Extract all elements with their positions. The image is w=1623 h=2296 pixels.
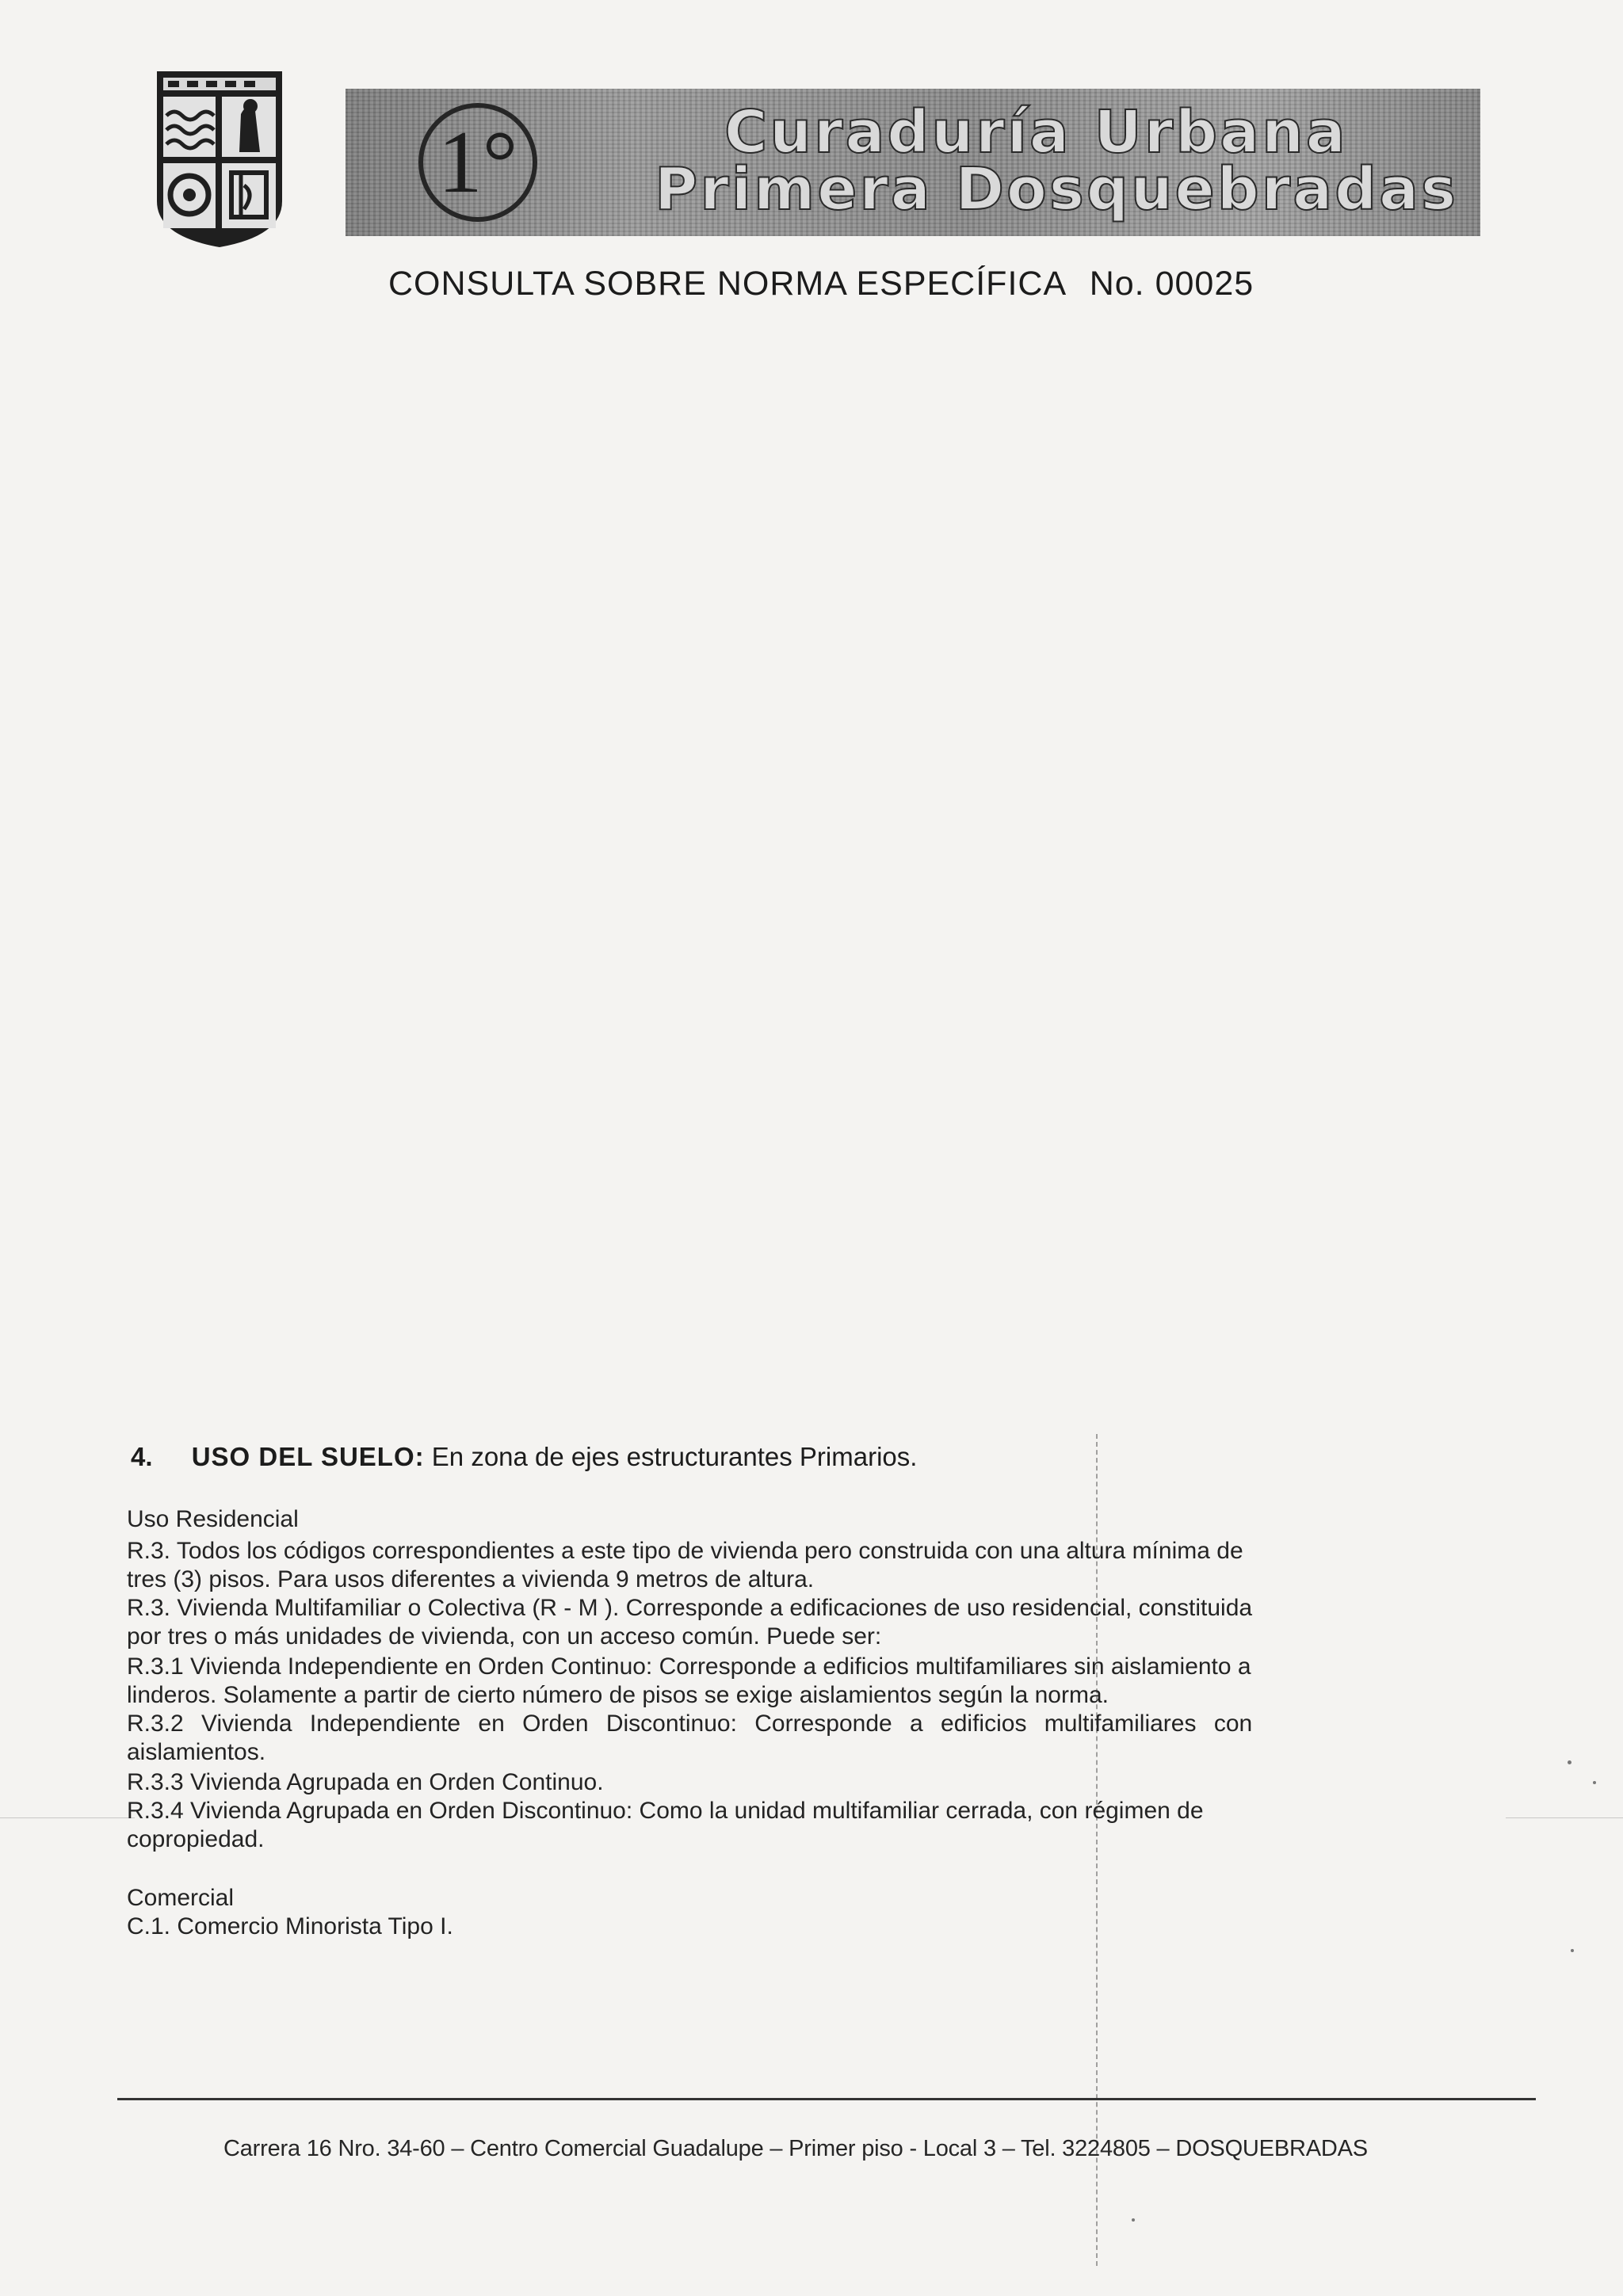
document-title: [388, 265, 1434, 303]
paragraph-line: R.3. Vivienda Multifamiliar o Colectiva (R - M ). Corresponde a edificaciones de uso residencial, constituida: [127, 1595, 1253, 1621]
scan-speck: [1132, 2218, 1135, 2222]
number-label: No.: [1089, 265, 1145, 303]
scan-artifact-line: [0, 1817, 135, 1818]
curaduria-banner-logo: [346, 89, 1480, 236]
paragraph-line: R.3.1 Vivienda Independiente en Orden Continuo: Corresponde a edificios multifamiliares sin aislamiento a: [127, 1653, 1251, 1680]
scan-speck: [1568, 1760, 1571, 1764]
footer-divider: [117, 2098, 1536, 2100]
section-heading: [131, 1442, 917, 1472]
footer-address: Carrera 16 Nro. 34-60 – Centro Comercial Guadalupe – Primer piso - Local 3 – Tel. 3224805 – DOSQUEBRADAS: [223, 2136, 1368, 2161]
paragraph-line: por tres o más unidades de vivienda, con un acceso común. Puede ser:: [127, 1623, 882, 1650]
paragraph-line: copropiedad.: [127, 1826, 265, 1852]
banner-title-line1: Curaduría Urbana: [724, 98, 1348, 166]
paragraph-line: linderos. Solamente a partir de cierto número de pisos se exige aislamientos según la norma.: [127, 1682, 1109, 1708]
paragraph-line: R.3.2 Vivienda Independiente en Orden Discontinuo: Corresponde a edificios multifamiliares con: [127, 1711, 1253, 1737]
document-number: 00025: [1155, 265, 1254, 303]
paragraph-line: R.3.4 Vivienda Agrupada en Orden Discontinuo: Como la unidad multifamiliar cerrada, con régimen de: [127, 1798, 1204, 1824]
paragraph-line: aislamientos.: [127, 1739, 266, 1765]
paragraph-line: tres (3) pisos. Para usos diferentes a vivienda 9 metros de altura.: [127, 1566, 815, 1592]
comercial-heading: Comercial: [127, 1885, 235, 1911]
section-text: En zona de ejes estructurantes Primarios.: [431, 1442, 918, 1471]
municipal-shield-logo: [152, 67, 287, 250]
paragraph-line: C.1. Comercio Minorista Tipo I.: [127, 1913, 453, 1939]
section-number: 4.: [131, 1442, 153, 1471]
paragraph-line: R.3. Todos los códigos correspondientes a este tipo de vivienda pero construida con una altura mínima de: [127, 1538, 1243, 1564]
scan-speck: [1571, 1949, 1574, 1952]
paragraph-line: R.3.3 Vivienda Agrupada en Orden Continuo.: [127, 1769, 604, 1795]
banner-title-line2: Primera Dosquebradas: [655, 155, 1459, 223]
section-body: [127, 1505, 1533, 2060]
scan-speck: [1593, 1781, 1596, 1784]
residencial-heading: Uso Residencial: [127, 1506, 299, 1532]
section-label: USO DEL SUELO:: [191, 1442, 425, 1471]
banner-number-emblem: 1°: [418, 103, 537, 222]
title-text: CONSULTA SOBRE NORMA ESPECÍFICA: [388, 265, 1065, 303]
